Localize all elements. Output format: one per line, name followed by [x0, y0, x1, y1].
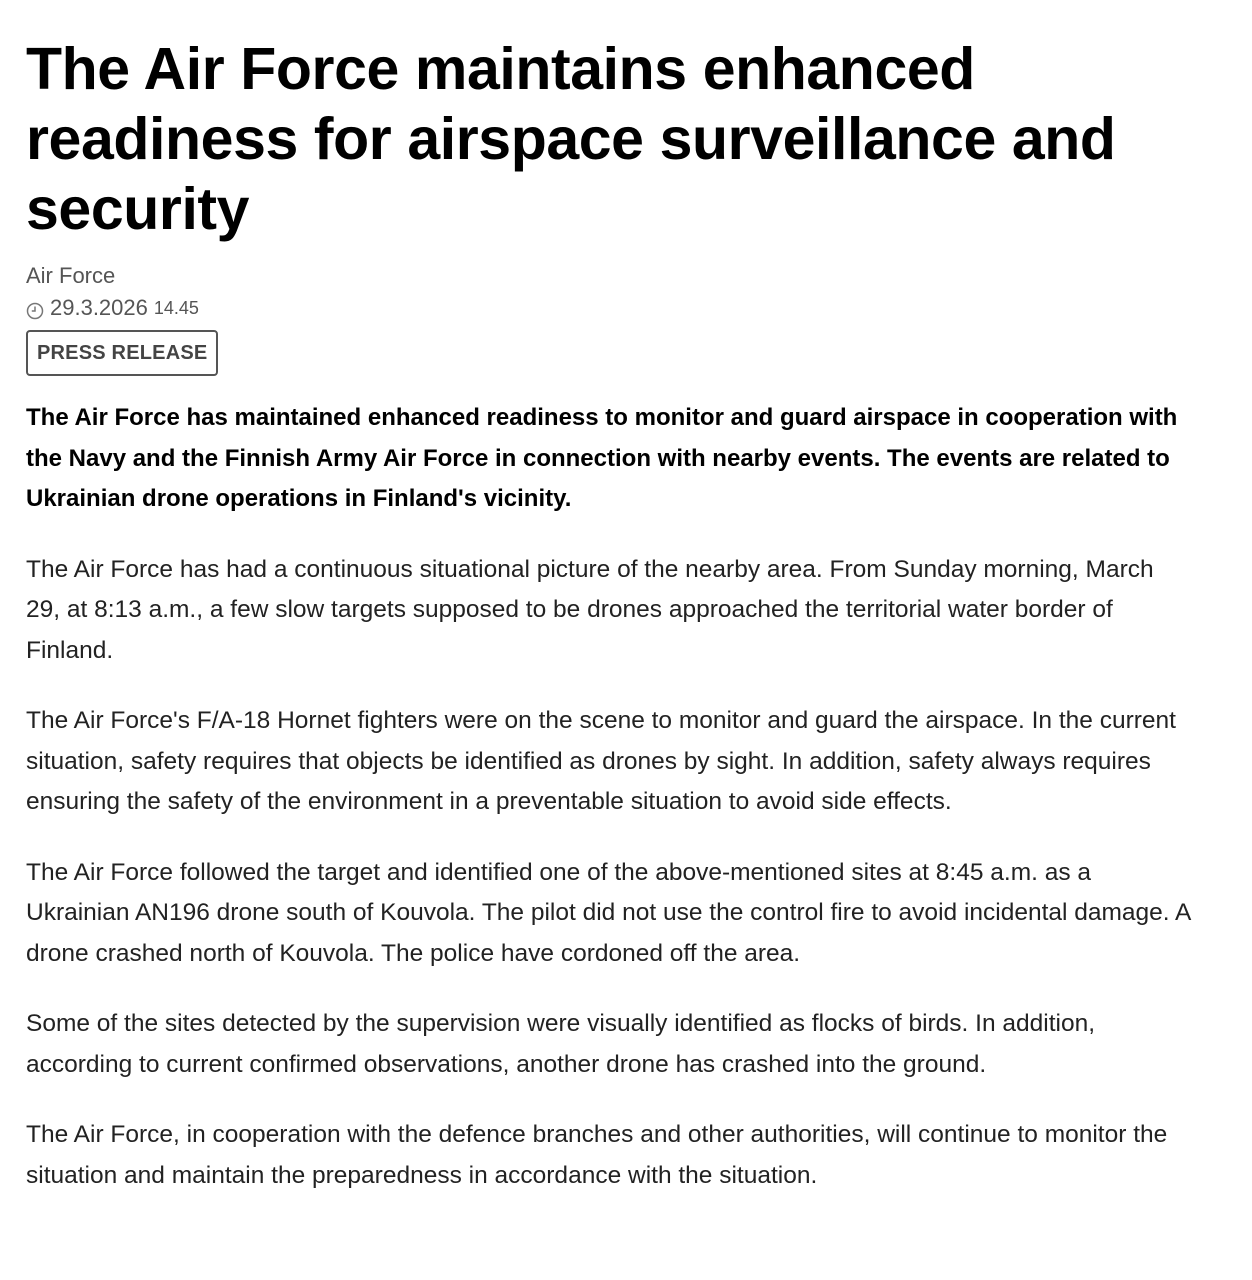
article-paragraph: The Air Force has had a continuous situational picture of the nearby area. From Sunday morning, March 29, at 8:13 a.m., a few slow targets supposed to be drones approached the territorial water border of Finland. [26, 555, 1154, 664]
article-headline: The Air Force maintains enhanced readiness for airspace surveillance and security [26, 36, 1116, 242]
article-author[interactable]: Air Force [26, 263, 116, 288]
article-paragraph: The Air Force followed the target and identified one of the above-mentioned sites at 8:45 a.m. as a Ukrainian AN196 drone south of Kouvola. The pilot did not use the control fire to avoid incidental damage. A drone crashed north of Kouvola. The police have cordoned off the area. [26, 858, 1191, 967]
article-datetime [26, 294, 1192, 322]
clock-icon [26, 299, 44, 317]
press-release-badge[interactable]: PRESS RELEASE [26, 330, 218, 376]
article-lead: The Air Force has maintained enhanced readiness to monitor and guard airspace in cooperation with the Navy and the Finnish Army Air Force in connection with nearby events. The events are related to Ukrainian drone operations in Finland's vicinity. [26, 404, 1178, 512]
article-paragraph: The Air Force, in cooperation with the defence branches and other authorities, will continue to monitor the situation and maintain the preparedness in accordance with the situation. [26, 1121, 1168, 1189]
article-date: 29.3.2026 [50, 295, 148, 320]
article-paragraph: Some of the sites detected by the supervision were visually identified as flocks of birds. In addition, according to current confirmed observations, another drone has crashed into the ground. [26, 1010, 1096, 1078]
article-paragraph: The Air Force's F/A-18 Hornet fighters were on the scene to monitor and guard the airspace. In the current situation, safety requires that objects be identified as drones by sight. In addition, safety always requires ensuring the safety of the environment in a preventable situation to avoid side effects. [26, 707, 1176, 815]
article-time: 14.45 [153, 298, 199, 318]
